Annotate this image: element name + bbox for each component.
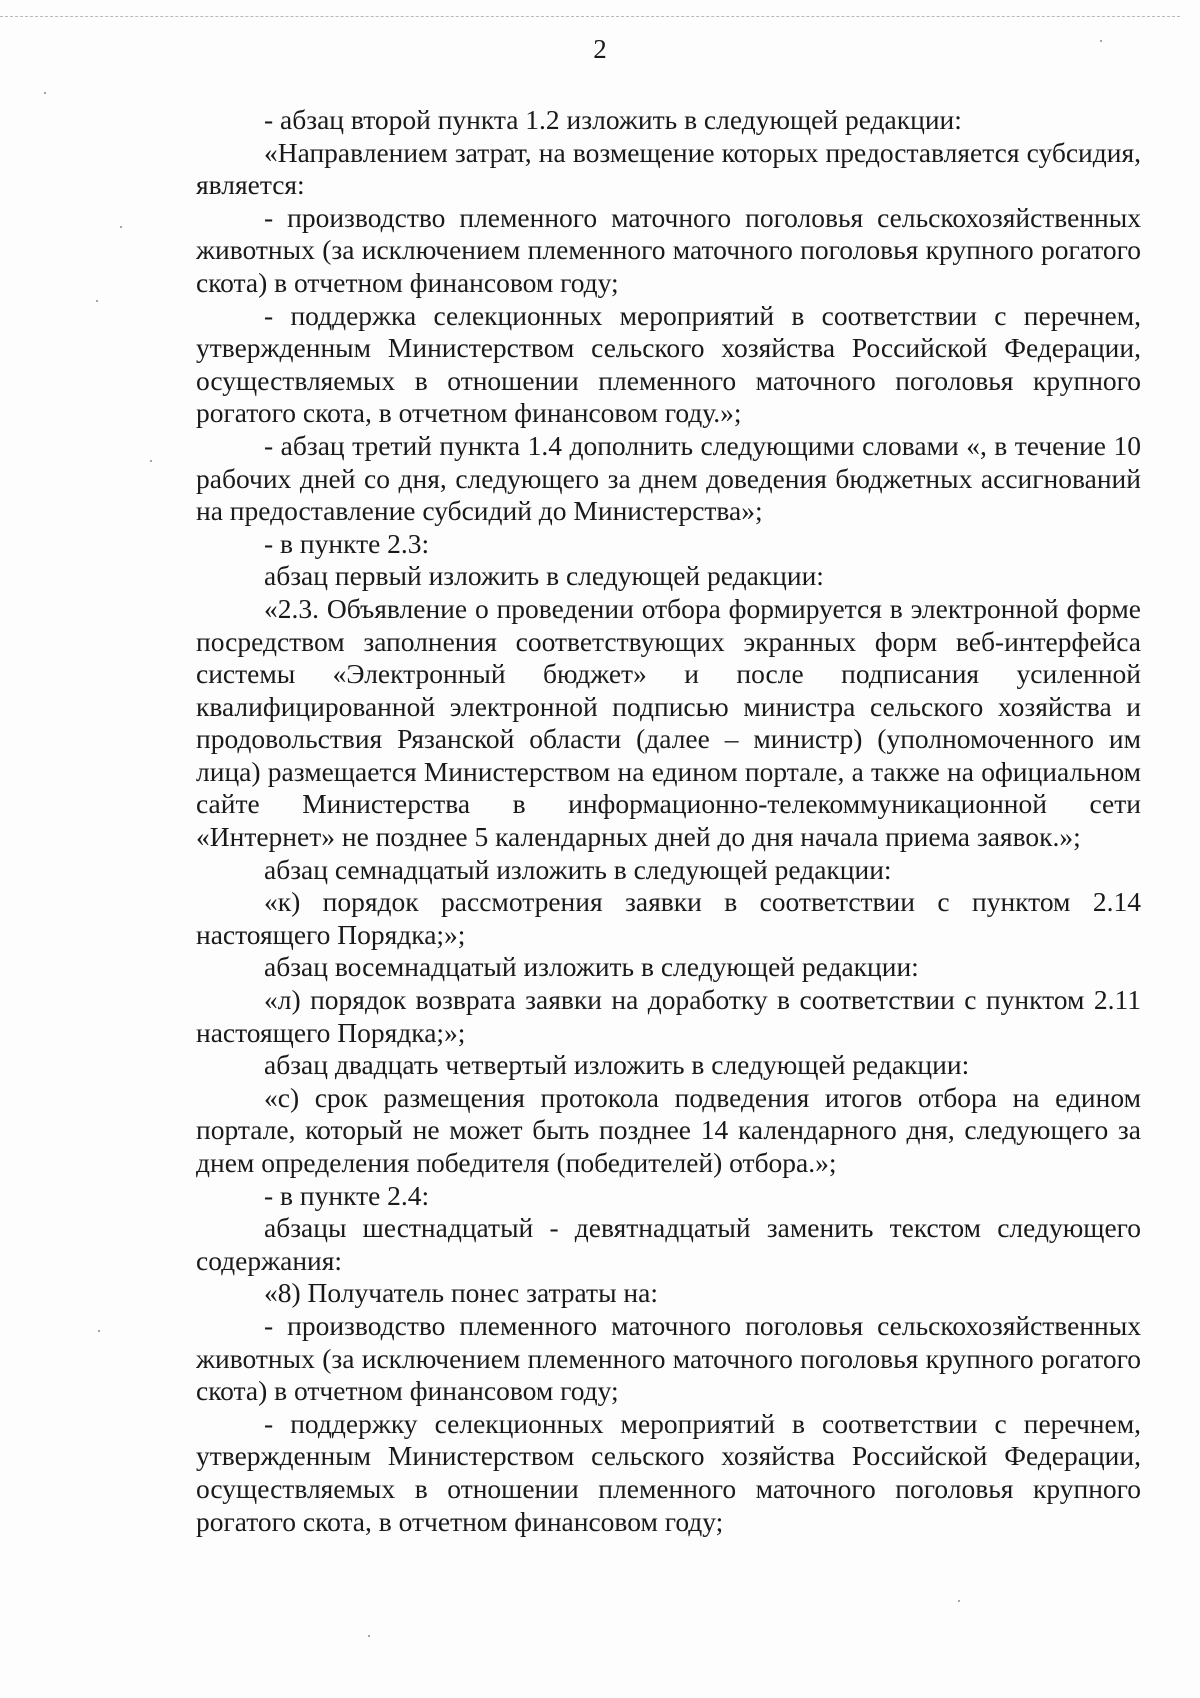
scan-speck — [96, 300, 98, 302]
paragraph: - поддержку селекционных мероприятий в соответствии с перечнем, утвержденным Министерством сельского хозяйства Российской Федерации, осуществляемых в отношении племенного маточного поголовья крупного рогатого скота, в отчетном финансовом году; — [196, 1407, 1141, 1537]
scan-speck — [1100, 40, 1102, 42]
scan-speck — [150, 460, 152, 462]
page-number: 2 — [593, 34, 607, 64]
paragraph: абзацы шестнадцатый - девятнадцатый заменить текстом следующего содержания: — [196, 1212, 1141, 1276]
scan-speck — [120, 226, 122, 228]
scan-speck — [368, 1635, 370, 1637]
paragraph: абзац семнадцатый изложить в следующей редакции: — [264, 853, 892, 885]
paragraph: - производство племенного маточного поголовья сельскохозяйственных животных (за исключением племенного маточного поголовья крупного рогатого скота) в отчетном финансовом году; — [196, 201, 1141, 298]
paragraph: - в пункте 2.3: — [264, 527, 430, 559]
paragraph: - в пункте 2.4: — [264, 1179, 430, 1211]
paragraph: абзац восемнадцатый изложить в следующей редакции: — [264, 951, 919, 983]
document-body — [196, 104, 1141, 1538]
scan-speck — [98, 1330, 100, 1332]
scan-speck — [44, 92, 46, 94]
paragraph: «л) порядок возврата заявки на доработку в соответствии с пунктом 2.11 настоящего Порядка;»; — [196, 984, 1141, 1048]
scan-top-edge — [0, 16, 1180, 17]
paragraph: «к) порядок рассмотрения заявки в соответствии с пунктом 2.14 настоящего Порядка;»; — [196, 886, 1141, 950]
paragraph: - абзац третий пункта 1.4 дополнить следующими словами «, в течение 10 рабочих дней со дня, следующего за днем доведения бюджетных ассигнований на предоставление субсидий до Министерства»; — [196, 429, 1141, 527]
paragraph: - поддержка селекционных мероприятий в соответствии с перечнем, утвержденным Министерством сельского хозяйства Российской Федерации, осуществляемых в отношении племенного маточного поголовья крупного рогатого скота, в отчетном финансовом году.»; — [196, 299, 1141, 429]
paragraph: - абзац второй пункта 1.2 изложить в следующей редакции: — [264, 104, 962, 135]
paragraph: «2.3. Объявление о проведении отбора формируется в электронной форме посредством заполнения соответствующих экранных форм веб-интерфейса системы «Электронный бюджет» и после подписания усиленной квалифицированной электронной подписью министра сельского хозяйства и продовольствия Рязанской области (далее – министр) (уполномоченного им лица) размещается Министерством на едином портале, а также на официальном сайте Министерства в информационно-телекоммуникационной сети «Интернет» не позднее 5 календарных дней до дня начала приема заявок.»; — [196, 592, 1141, 853]
paragraph: - производство племенного маточного поголовья сельскохозяйственных животных (за исключением племенного маточного поголовья крупного рогатого скота) в отчетном финансовом году; — [196, 1309, 1141, 1407]
paragraph: «с) срок размещения протокола подведения итогов отбора на едином портале, который не может быть позднее 14 календарного дня, следующего за днем определения победителя (победителей) отбора.»; — [196, 1081, 1141, 1178]
paragraph: абзац двадцать четвертый изложить в следующей редакции: — [264, 1049, 970, 1081]
paragraph: абзац первый изложить в следующей редакции: — [264, 560, 824, 592]
paragraph: «8) Получатель понес затраты на: — [264, 1277, 658, 1309]
paragraph: «Направлением затрат, на возмещение которых предоставляется субсидия, является: — [196, 136, 1141, 201]
scan-speck — [958, 1600, 960, 1602]
